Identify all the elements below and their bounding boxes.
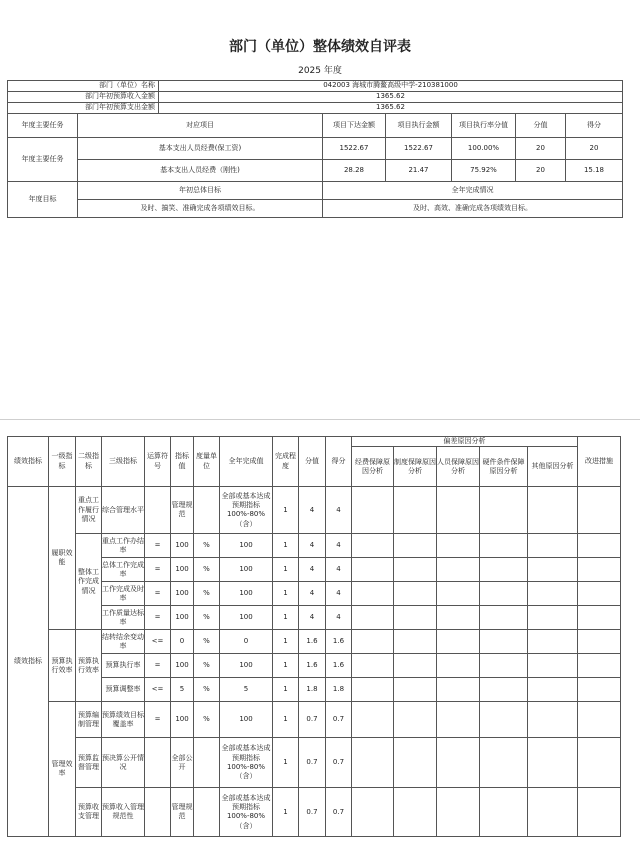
level2-label: 整体工作完成情况 [76,534,102,630]
dev-cell [437,788,480,837]
target-value: 管理规范 [171,788,194,837]
expense-value: 1365.62 [159,103,623,114]
unit [194,487,220,534]
actual-value: 100 [220,558,273,582]
level3-label: 重点工作办结率 [102,534,145,558]
score: 4 [299,558,326,582]
dev-cell [528,654,578,678]
group-label: 绩效指标 [8,487,49,837]
dept-name-value: 042003 海城市腾鳌高级中学-210381000 [159,81,623,92]
header-rate: 项目执行率分值 [452,114,516,138]
dev-cell [394,534,437,558]
dev-cell [480,654,528,678]
dev-cell [352,788,394,837]
operator: <= [145,630,171,654]
dev-cell [480,558,528,582]
actual-value: 5 [220,678,273,702]
dev-cell [394,678,437,702]
header-indicator: 绩效指标 [8,437,49,487]
actual-value: 全部或基本达成预期指标 100%-80%（含） [220,487,273,534]
get-score: 4 [326,534,352,558]
goal-header-complete: 全年完成情况 [323,182,623,200]
header-deviation: 偏差原因分析 [352,437,578,447]
dev-cell [437,654,480,678]
dev-cell [437,738,480,788]
degree: 1 [273,582,299,606]
header-level1: 一级指标 [49,437,76,487]
page-title: 部门（单位）整体绩效自评表 [229,39,411,55]
improve-cell [578,702,621,738]
score: 4 [299,534,326,558]
dev-cell [394,654,437,678]
header-score: 分值 [299,437,326,487]
dev-cell [480,788,528,837]
actual-value: 全部或基本达成预期指标 100%-80%（含） [220,788,273,837]
improve-cell [578,678,621,702]
degree: 1 [273,558,299,582]
goal-header-initial: 年初总体目标 [78,182,323,200]
dev-cell [480,534,528,558]
get-score: 1.6 [326,654,352,678]
dev-cell [528,788,578,837]
dev-cell [528,606,578,630]
year-label: 2025 年度 [298,66,342,76]
get-score: 1.8 [326,678,352,702]
header-dev-staff: 人员保障原因分析 [437,447,480,487]
dev-cell [528,678,578,702]
level3-label: 预算收入管理规范性 [102,788,145,837]
dev-cell [480,630,528,654]
degree: 1 [273,678,299,702]
dev-cell [480,582,528,606]
unit: % [194,582,220,606]
degree: 1 [273,654,299,678]
project-exec: 1522.67 [386,138,452,160]
level3-label: 总体工作完成率 [102,558,145,582]
dev-cell [437,678,480,702]
score: 1.6 [299,654,326,678]
goal-label: 年度目标 [8,182,78,218]
header-budget: 项目下达金额 [323,114,386,138]
target-value: 100 [171,606,194,630]
improve-cell [578,788,621,837]
header-dev-system: 制度保障原因分析 [394,447,437,487]
get-score: 0.7 [326,702,352,738]
dev-cell [352,654,394,678]
dev-cell [352,630,394,654]
operator [145,788,171,837]
header-level3: 三级指标 [102,437,145,487]
target-value: 管理规范 [171,487,194,534]
header-task: 年度主要任务 [8,114,78,138]
header-operator: 运算符号 [145,437,171,487]
score: 1.8 [299,678,326,702]
dev-cell [394,788,437,837]
header-score: 分值 [516,114,566,138]
get-score: 4 [326,558,352,582]
dev-cell [352,582,394,606]
degree: 1 [273,606,299,630]
header-improve: 改进措施 [578,437,621,487]
level2-label: 预算执行效率 [76,630,102,702]
target-value: 100 [171,582,194,606]
unit: % [194,534,220,558]
unit: % [194,654,220,678]
header-get: 得分 [566,114,623,138]
performance-table [7,436,621,837]
dev-cell [437,702,480,738]
project-rate: 75.92% [452,160,516,182]
project-rate: 100.00% [452,138,516,160]
degree: 1 [273,630,299,654]
dev-cell [394,487,437,534]
level3-label: 结转结余变动率 [102,630,145,654]
project-exec: 21.47 [386,160,452,182]
dev-cell [352,702,394,738]
get-score: 4 [326,606,352,630]
improve-cell [578,558,621,582]
get-score: 4 [326,582,352,606]
actual-value: 100 [220,654,273,678]
operator: = [145,558,171,582]
unit [194,738,220,788]
operator: = [145,534,171,558]
actual-value: 100 [220,606,273,630]
header-get: 得分 [326,437,352,487]
operator: = [145,582,171,606]
dev-cell [528,630,578,654]
improve-cell [578,487,621,534]
level2-label: 预算收支管理 [76,788,102,837]
target-value: 5 [171,678,194,702]
header-target: 指标值 [171,437,194,487]
project-budget: 28.28 [323,160,386,182]
score: 0.7 [299,788,326,837]
target-value: 100 [171,654,194,678]
dev-cell [352,558,394,582]
summary-table [7,80,623,218]
level1-label: 预算执行效率 [49,630,76,702]
project-score: 20 [516,160,566,182]
header-dev-hardware: 硬件条件保障原因分析 [480,447,528,487]
improve-cell [578,534,621,558]
dev-cell [437,582,480,606]
actual-value: 0 [220,630,273,654]
level3-label: 预算执行率 [102,654,145,678]
dev-cell [528,534,578,558]
dev-cell [480,678,528,702]
operator: = [145,654,171,678]
degree: 1 [273,534,299,558]
unit: % [194,678,220,702]
unit: % [194,702,220,738]
dev-cell [394,606,437,630]
project-budget: 1522.67 [323,138,386,160]
dev-cell [437,606,480,630]
score: 1.6 [299,630,326,654]
dev-cell [480,487,528,534]
unit: % [194,558,220,582]
header-degree: 完成程度 [273,437,299,487]
operator: = [145,606,171,630]
improve-cell [578,606,621,630]
dev-cell [352,738,394,788]
project-get: 20 [566,138,623,160]
level1-label: 履职效能 [49,487,76,630]
score: 4 [299,606,326,630]
target-value: 100 [171,534,194,558]
goal-initial-value: 及时、搞笑、准确完成各项绩效目标。 [78,200,323,218]
operator [145,738,171,788]
target-value: 100 [171,702,194,738]
dev-cell [480,738,528,788]
header-exec: 项目执行金额 [386,114,452,138]
unit: % [194,630,220,654]
operator: <= [145,678,171,702]
improve-cell [578,654,621,678]
dev-cell [437,558,480,582]
dev-cell [394,582,437,606]
goal-complete-value: 及时、高效、准确完成各项绩效目标。 [323,200,623,218]
header-unit: 度量单位 [194,437,220,487]
dev-cell [528,558,578,582]
level3-label: 工作质量达标率 [102,606,145,630]
get-score: 1.6 [326,630,352,654]
dept-name-label: 部门（单位）名称 [8,81,159,92]
actual-value: 全部或基本达成预期指标 100%-80%（含） [220,738,273,788]
level1-label: 管理效率 [49,702,76,837]
improve-cell [578,582,621,606]
dev-cell [394,558,437,582]
project-get: 15.18 [566,160,623,182]
target-value: 0 [171,630,194,654]
operator [145,487,171,534]
level2-label: 重点工作履行情况 [76,487,102,534]
improve-cell [578,738,621,788]
dev-cell [528,702,578,738]
unit: % [194,606,220,630]
dev-cell [394,702,437,738]
project-name: 基本支出人员经费（刚性) [78,160,323,182]
target-value: 全部公开 [171,738,194,788]
degree: 1 [273,487,299,534]
dev-cell [480,606,528,630]
income-label: 部门年初预算收入金额 [8,92,159,103]
dev-cell [528,487,578,534]
project-name: 基本支出人员经费(保工资) [78,138,323,160]
header-project: 对应项目 [78,114,323,138]
header-dev-other: 其他原因分析 [528,447,578,487]
dev-cell [528,582,578,606]
degree: 1 [273,702,299,738]
dev-cell [352,534,394,558]
dev-cell [352,606,394,630]
dev-cell [437,534,480,558]
degree: 1 [273,738,299,788]
page-break-line [0,419,640,420]
level2-label: 预算编制管理 [76,702,102,738]
dev-cell [352,487,394,534]
dev-cell [480,702,528,738]
degree: 1 [273,788,299,837]
dev-cell [437,630,480,654]
operator: = [145,702,171,738]
get-score: 0.7 [326,788,352,837]
actual-value: 100 [220,582,273,606]
improve-cell [578,630,621,654]
actual-value: 100 [220,702,273,738]
level3-label: 综合管理水平 [102,487,145,534]
task-label: 年度主要任务 [8,138,78,182]
income-value: 1365.62 [159,92,623,103]
header-dev-funding: 经费保障原因分析 [352,447,394,487]
actual-value: 100 [220,534,273,558]
level3-label: 预算绩效目标覆盖率 [102,702,145,738]
score: 4 [299,487,326,534]
level2-label: 预算监督管理 [76,738,102,788]
unit [194,788,220,837]
level3-label: 预算调整率 [102,678,145,702]
get-score: 0.7 [326,738,352,788]
project-score: 20 [516,138,566,160]
score: 0.7 [299,738,326,788]
dev-cell [528,738,578,788]
header-actual: 全年完成值 [220,437,273,487]
header-level2: 二级指标 [76,437,102,487]
dev-cell [352,678,394,702]
score: 0.7 [299,702,326,738]
target-value: 100 [171,558,194,582]
get-score: 4 [326,487,352,534]
level3-label: 预决算公开情况 [102,738,145,788]
score: 4 [299,582,326,606]
dev-cell [437,487,480,534]
dev-cell [394,630,437,654]
dev-cell [394,738,437,788]
level3-label: 工作完成及时率 [102,582,145,606]
expense-label: 部门年初预算支出金额 [8,103,159,114]
